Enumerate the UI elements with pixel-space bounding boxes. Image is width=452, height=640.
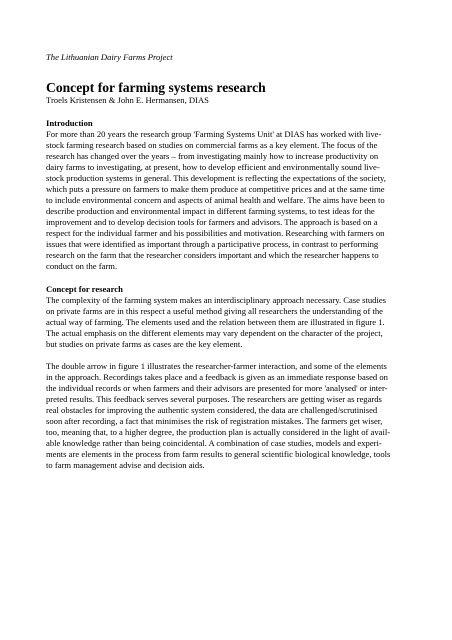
text-line: conduct on the farm. (46, 261, 118, 271)
text-line: to farm management advise and decision aids. (46, 460, 205, 470)
authors-line: Troels Kristensen & John E. Hermansen, DIAS (46, 95, 209, 105)
text-line: research on the farm that the researcher considers important and which the researcher happens to (46, 250, 379, 260)
paragraph-gap (46, 350, 410, 361)
section-heading: Concept for research (46, 284, 123, 294)
text-line: issues that were identified as important through a participative process, in contrast to performing (46, 239, 379, 249)
text-line: stock production systems in general. This development is reflecting the expectations of the society, (46, 173, 386, 183)
text-line: soon after recording, a fact that minimises the risk of registration mistakes. The farmers get wiser, (46, 416, 383, 426)
text-line: the individual records or when farmers and their advisors are presented for more 'analysed' or inter- (46, 383, 388, 393)
text-line: actual way of farming. The elements used and the relation between them are illustrated in figure 1. (46, 317, 385, 327)
text-line: improvement and to develop decision tools for farmers and advisors. The approach is based on a (46, 217, 378, 227)
text-line: dairy farms to investigating, at present, how to develop efficient and environmentally sound live- (46, 162, 380, 172)
text-line: For more than 20 years the research group 'Farming Systems Unit' at DIAS has worked with live- (46, 129, 382, 139)
text-line: which puts a pressure on farmers to make them produce at competitive prices and at the same time (46, 184, 385, 194)
page-title: Concept for farming systems research (46, 80, 266, 95)
section (46, 284, 410, 471)
text-line: The complexity of the farming system makes an interdisciplinary approach necessary. Case studies (46, 295, 386, 305)
text-line: preted results. This feedback serves several purposes. The researchers are getting wiser as regards (46, 394, 382, 404)
text-line: in the approach. Recordings takes place and a feedback is given as an immediate response based on (46, 372, 388, 382)
paragraph (46, 295, 410, 350)
text-line: ments are elements in the process from farm results to general scientific biological knowledge, tools (46, 449, 391, 459)
text-line: describe production and environmental impact in different farming systems, to test ideas for the (46, 206, 375, 216)
section (46, 118, 410, 272)
text-line: too, meaning that, to a higher degree, the production plan is actually considered in the light of avail- (46, 427, 391, 437)
text-line: real obstacles for improving the authentic system considered, the data are challenged/scrutinised (46, 405, 378, 415)
text-line: respect for the individual farmer and his possibilities and motivation. Researching with farmers on (46, 228, 385, 238)
text-line: The actual emphasis on the different elements may vary dependent on the character of the project, (46, 328, 383, 338)
running-header: The Lithuanian Dairy Farms Project (46, 52, 173, 62)
section-heading: Introduction (46, 118, 93, 128)
text-line: on private farms are in this respect a useful method giving all researchers the understanding of the (46, 306, 383, 316)
text-line: The double arrow in figure 1 illustrates the researcher-farmer interaction, and some of the elements (46, 361, 387, 371)
text-line: stock farming research based on studies on commercial farms as a key element. The focus of the (46, 140, 378, 150)
paragraph (46, 361, 410, 471)
page-content (46, 52, 410, 471)
text-line: but studies on private farms as cases are the key element. (46, 339, 243, 349)
paragraph (46, 129, 410, 272)
text-line: research has changed over the years – from investigating mainly how to increase productivity on (46, 151, 379, 161)
text-line: to include environmental concern and aspects of animal health and welfare. The aims have been to (46, 195, 385, 205)
text-line: able knowledge rather than being coincidental. A combination of case studies, models and experi- (46, 438, 382, 448)
body-sections (46, 118, 410, 471)
